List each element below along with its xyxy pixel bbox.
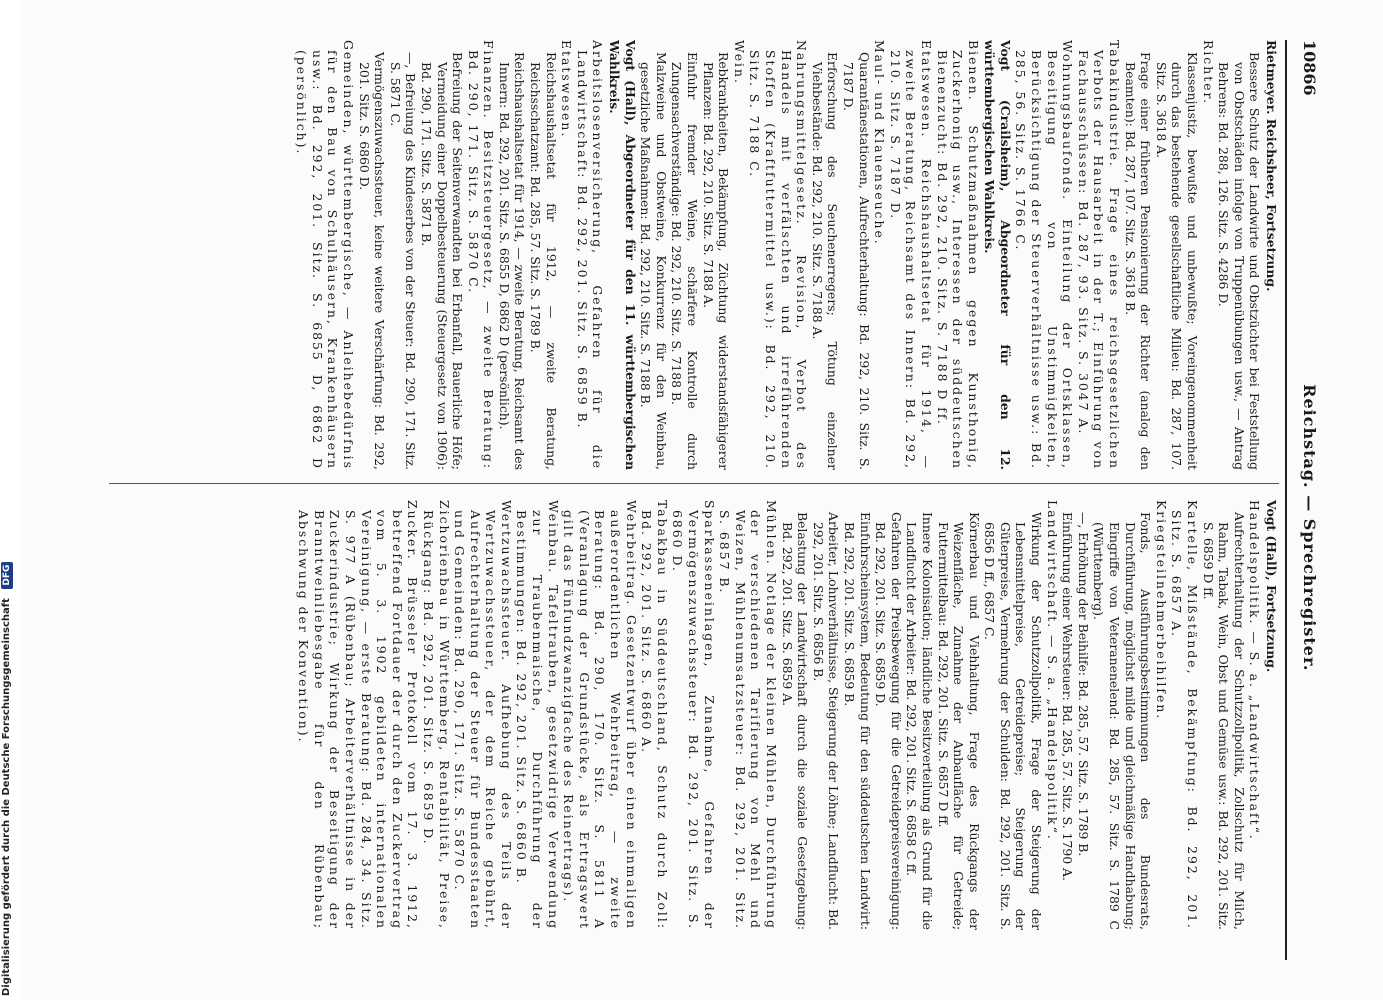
speaker-heading: Vogt (Hall), Fortsetzung. — [1264, 500, 1279, 673]
register-entry: Fonds, Ausführungsbestimmungen des Bundesrats, Durchführung, möglichst milde und gleichmäßige Handhabung; Eingriffe von Veteranenelend: Bd. 285, 57. Sitz. S. 1789 C (Württemberg). — [1091, 512, 1154, 930]
register-entry: Etatswesen. Reichshaushaltsetat für 1914, — zweite Beratung, Reichsamt des Innern: Bd. 292, 210. Sitz. S. 7187 D. — [887, 40, 934, 470]
register-entry: Innere Kolonisation; ländliche Besitzverteilung als Grund für die Landflucht der Arbeiter: Bd. 292, 201. Sitz. S. 6858 C ff. — [904, 512, 935, 930]
running-head — [1289, 40, 1319, 960]
register-entry: Einfuhr fremder Weine, schärfere Kontrolle durch Zungensachverständige: Bd. 292, 210. Sitz. S. 7188 B. — [669, 52, 701, 470]
page-number: 10866 — [1300, 40, 1319, 96]
left-column — [109, 40, 1279, 470]
register-entry: —, Befreiung des Kindeserbes von der Steuer: Bd. 290, 171. Sitz. S. 5871 C. — [387, 52, 419, 470]
register-entry: Etatswesen. — [559, 40, 575, 139]
register-entry: Wertzuwachssteuer. Aufhebung des Teils der Wertzuwachssteuer, der dem Reiche gebührt, Aufrechterhaltung der Steuer für Bundesstaaten und Gemeinden: Bd. 290, 171. Sitz. S. 5870 C. — [452, 500, 514, 930]
register-entry: Landwirtschaft. — S. a. „Handelspolitik“. — [1044, 500, 1060, 841]
register-entry: Wein. — [731, 40, 747, 85]
register-entry: Frage einer früheren Pensionierung der Richter (analog den Beamten): Bd. 287, 107. Sitz. S. 3618 B. — [1122, 52, 1154, 470]
register-entry: Mühlen. Notlage der kleinen Mühlen, Durchführung der verschiedenen Tarifierung von Mehl und Weizen, Mühlenumsatzsteuer: Bd. 292, 201. Sitz. S. 6857 B. — [717, 500, 779, 930]
register-entry: Gefahren der Preisbewegung für die Getreidepreisvereinigung: Bd. 292, 201. Sitz. S. 6859 D. — [873, 512, 904, 930]
scanned-page — [20, 0, 1383, 1000]
register-entry: Vermögenszuwachssteuer, keine weitere Verschärfung: Bd. 292, 201. Sitz. S. 6860 D. — [356, 52, 388, 470]
register-entry: Malzweine und Obstweine, Konkurrenz für den Weinbau, gesetzliche Maßnahmen: Bd. 292, 210. Sitz. S. 7188 B. — [638, 52, 669, 470]
register-entry: Arbeiter, Lohnverhältnisse, Steigerung der Löhne; Landflucht: Bd. 292, 201. Sitz. S. 6856 B. — [810, 512, 842, 930]
register-entry: Weinbau. Tafeltrauben, gesetzwidrige Verwendung zur Traubenmaische, Durchführung der Bestimmungen: Bd. 292, 201. Sitz. S. 6860 B. — [514, 500, 561, 930]
register-entry: Reichshaushaltsetat für 1912, — zweite Beratung, Reichsschatzamt: Bd. 285, 57. Sitz. S. 1789 B. — [528, 52, 559, 470]
register-entry: Kriegsteilnehmerbeihilfen. — [1153, 500, 1169, 721]
register-entry: Wohnungsbaufonds. Einteilung der Ortsklassen, Beseitigung von Unstimmigkeiten, Berücksichtigung der Steuerverhältnisse usw.: Bd. 285, 56. Sitz. S. 1766 C. — [1013, 40, 1076, 470]
register-entry: Bienen. Schutzmaßnahmen gegen Kunsthonig, Zuckerhonig usw., Interessen der süddeutschen Bienenzucht: Bd. 292, 210. Sitz. S. 7188 D ff. — [934, 40, 981, 470]
register-entry: —, Erhöhung der Beihilfe: Bd. 285, 57. Sitz. S. 1789 B. — [1075, 512, 1091, 857]
register-entry: Klassenjustiz, bewußte und unbewußte; Voreingenommenheit durch das bestehende gesellschaftliche Milieu: Bd. 287, 107. Sitz. S. 3618 A. — [1153, 52, 1201, 470]
dfg-logo: DFG — [1, 562, 13, 589]
register-entry: Reichshaushaltsetat für 1914, — zweite Beratung, Reichsamt des Innern: Bd. 292, 201. Sitz. S. 6855 D, 6862 D (persönlich). — [496, 52, 528, 470]
register-entry: Erforschung des Seuchenerregers; Tötung einzelner Viehbestände: Bd. 292, 210. Sitz. S. 7188 A. — [809, 52, 841, 470]
register-entry: Arbeitslosenversicherung, Gefahren für die Landwirtschaft: Bd. 292, 201. Sitz. S. 6859 B. — [574, 40, 606, 470]
register-entry: Belastung der Landwirtschaft durch die soziale Gesetzgebung: Bd. 292, 201. Sitz. S. 6859 A. — [779, 512, 811, 930]
register-entry: Handelspolitik. — S. a. „Landwirtschaft“. — [1247, 500, 1263, 841]
speaker-heading: Rietmeyer. Reichsheer, Fortsetzung. — [1264, 40, 1279, 292]
digitization-credit: Digitalisierung gefördert durch die Deutsche Forschungsgemeinschaft — [1, 598, 12, 996]
register-entry: Kartelle, Mißstände, Bekämpfung: Bd. 292, 201. Sitz. S. 6857 A. — [1169, 500, 1201, 930]
register-entry: Körnerbau und Viehhaltung, Frage des Rückgangs der Weizenfläche, Zunahme der Anbaufläche für Getreide; Futtermittelbau: Bd. 292, 201. Sitz. S. 6857 D ff. — [935, 512, 982, 930]
page-title: Reichstag. — Sprechregister. — [1300, 384, 1319, 672]
register-entry: Wirkung der Schutzzollpolitik, Frage der Steigerung der Lebensmittelpreise, Getreidepreise; Steigerung der Güterpreise, Vermehrung der Schulden: Bd. 292, 201. Sitz. S. 6856 D ff., 6857 C. — [982, 512, 1045, 930]
register-entry: Bessere Schutz der Landwirte und Obstzüchter bei Feststellung von Obstschäden infolge von Truppenübungen usw., — Antrag Behrens: Bd. 288, 126. Sitz. S. 4286 D. — [1216, 52, 1263, 470]
register-entry: Aufrechterhaltung der Schutzzollpolitik, Zollschutz für Milch, Rahm, Tabak, Wein, Obst und Gemüse usw.: Bd. 292, 201. Sitz. S. 6859 D ff. — [1200, 512, 1247, 930]
speaker-heading: Vogt (Hall), Abgeordneter für den 11. württembergischen Wahlkreis. — [607, 40, 638, 470]
column-divider — [109, 483, 1279, 484]
register-entry: Zucker. Brüsseler Protokoll vom 17. 3. 1912, betreffend Fortdauer der durch den Zuckervertrag vom 5. 3. 1902 gebildeten internationalen Vereinigung, — erste Beratung: Bd. 284, 34. Sitz. S. 977 A (Rübenbau; Arbeiterverhältnisse in der Zuckerindustrie; Wirkung der Beseitigung der Branntweinliebesgabe für den Rübenbau; Abschwung der Konvention). — [296, 500, 421, 930]
register-entry: Sparkasseneinlagen, Zunahme, Gefahren der Vermögenszuwachssteuer: Bd. 292, 201. Sitz. S. 6860 D. — [670, 500, 717, 930]
register-entry: Nahrungsmittelgesetz. Revision, Verbot des Handels mit verfälschten und irreführenden Stoffen (Kraftfuttermittel usw.): Bd. 292, 210. Sitz. S. 7188 C. — [747, 40, 810, 470]
register-entry: Richter. — [1200, 40, 1216, 106]
register-entry: Tabakindustrie. Frage eines reichsgesetzlichen Verbots der Hausarbeit in der T.; Einführung von Fachausschüssen: Bd. 287, 93. Sitz. S. 3047 A. — [1075, 40, 1123, 470]
register-entry: Einfuhrscheinsystem, Bedeutung für den süddeutschen Landwirt: Bd. 292, 201. Sitz. S. 6859 B. — [841, 512, 873, 930]
register-entry: Quarantänestationen, Aufrechterhaltung: Bd. 292, 210. Sitz. S. 7187 D. — [840, 52, 872, 470]
register-entry: Befreiung der Seitenverwandten bei Erbanfall, Bauerliche Höfe; Vermeidung einer Doppelbesteuerung (Steuergesetz von 1906): Bd. 290, 171. Sitz. S. 5871 B. — [418, 52, 466, 470]
register-entry: Wehrbeitrag. Gesetzentwurf über einen einmaligen außerordentlichen Wehrbeitrag, — zweite Beratung: Bd. 290, 170. Sitz. S. 5811 A (Veranlagung der Grundstücke, als Ertragswert gilt das Fünfundzwanzigfache des Reinertrags). — [561, 500, 639, 930]
register-entry: Rebkrankheiten, Bekämpfung, Züchtung widerstandsfähigerer Pflanzen: Bd. 292, 210. Sitz. S. 7188 A. — [700, 52, 732, 470]
speaker-heading: Vogt (Crailsheim), Abgeordneter für den 12. württembergischen Wahlkreis. — [982, 40, 1013, 470]
header-rule — [1285, 40, 1287, 960]
register-entry: Tabakbau in Süddeutschland, Schutz durch Zoll: Bd. 292, 201. Sitz. S. 6860 A. — [639, 500, 670, 930]
digitization-credit-strip — [2, 0, 18, 1000]
register-entry: Gemeinden, württembergische, — Anleihebedürfnis für den Bau von Schulhäusern, Krankenhäusern usw.: Bd. 292, 201. Sitz. S. 6855 D, 6862 D (persönlich). — [294, 40, 356, 470]
right-column — [109, 500, 1279, 930]
register-entry: Finanzen. Besitzsteuergesetz, — zweite Beratung: Bd. 290, 171. Sitz. S. 5870 C. — [465, 40, 497, 470]
register-entry: Zichorienbau in Württemberg, Rentabilität, Preise, Rückgang: Bd. 292, 201. Sitz. S. 6859 D. — [420, 500, 452, 930]
register-entry: Einführung einer Wehrsteuer: Bd. 285, 57. Sitz. S. 1790 A. — [1060, 512, 1076, 881]
register-entry: Maul- und Klauenseuche. — [872, 40, 888, 246]
